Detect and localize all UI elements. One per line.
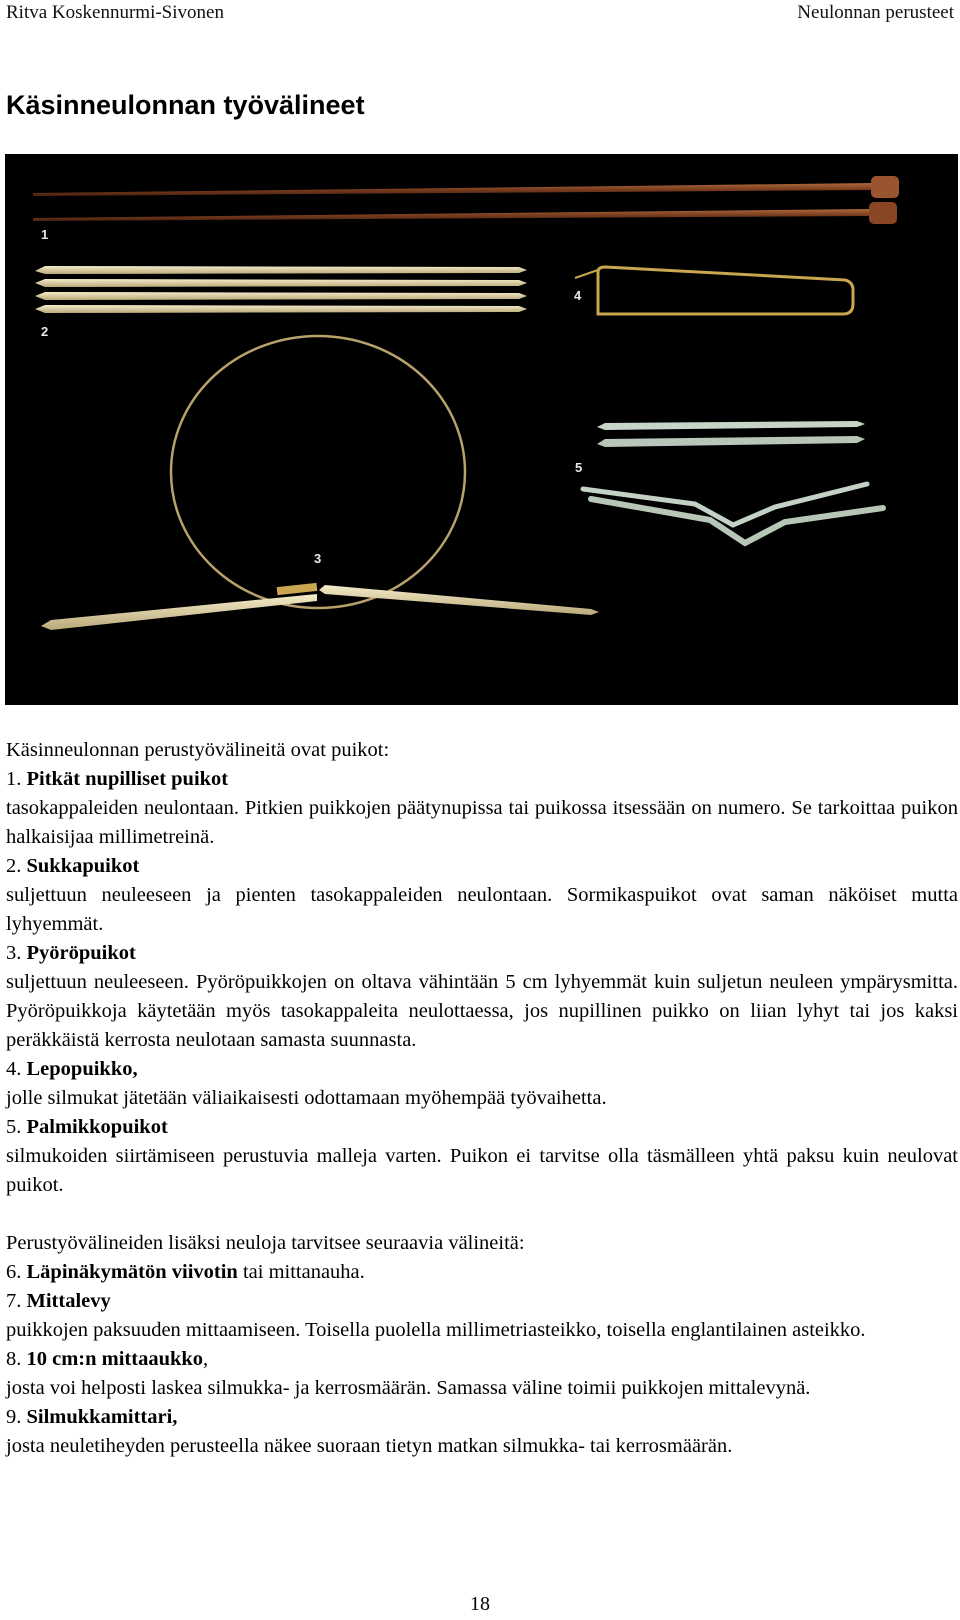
item-8-description: josta voi helposti laskea silmukka- ja kerrosmäärän. Samassa väline toimii puikkojen mittalevynä. (6, 1377, 811, 1399)
circular-needle (41, 336, 599, 630)
item-2-title: 2. Sukkapuikot (6, 855, 140, 877)
item-4-description: jolle silmukat jätetään väliaikaisesti odottamaan myöhempää työvaihetta. (6, 1087, 607, 1109)
item-3-name: Pyöröpuikot (26, 942, 136, 964)
item-1-title: 1. Pitkät nupilliset puikot (6, 768, 229, 790)
photo-label-2: 2 (41, 324, 49, 339)
knitting-tools-photo (5, 154, 958, 705)
item-7-description: puikkojen paksuuden mittaamiseen. Toisella puolella millimetriasteikko, toisella englantilainen asteikko. (6, 1319, 866, 1341)
item-1-description: tasokappaleiden neulontaan. Pitkien puikkojen päätynupissa tai puikossa itsessään on numero. Se tarkoittaa puikon halkaisijaa millimetreinä. (6, 797, 958, 848)
cable-needles (583, 421, 883, 543)
item-8-name: 10 cm:n mittaaukko (26, 1348, 204, 1370)
item-2-name: Sukkapuikot (26, 855, 140, 877)
page-number: 18 (470, 1593, 490, 1615)
item-9-title: 9. Silmukkamittari, (6, 1406, 178, 1428)
photo-label-4: 4 (574, 288, 582, 303)
body-text (6, 736, 958, 1461)
item-5-name: Palmikkopuikot (26, 1116, 168, 1138)
header-doc-title: Neulonnan perusteet (797, 2, 954, 23)
stitch-holder (575, 267, 853, 314)
extra-intro-text: Perustyövälineiden lisäksi neuloja tarvitsee seuraavia välineitä: (6, 1232, 525, 1254)
photo-label-3: 3 (314, 551, 322, 566)
intro-text: Käsinneulonnan perustyövälineitä ovat puikot: (6, 739, 390, 761)
item-3-title: 3. Pyöröpuikot (6, 942, 136, 964)
knob-needles (33, 176, 899, 224)
double-pointed-needles (35, 266, 527, 313)
item-8-title: 8. 10 cm:n mittaaukko, (6, 1348, 209, 1370)
item-7-title: 7. Mittalevy (6, 1290, 111, 1312)
photo-label-5: 5 (575, 460, 583, 475)
item-5-title: 5. Palmikkopuikot (6, 1116, 168, 1138)
item-6-title: 6. Läpinäkymätön viivotin tai mittanauha. (6, 1261, 365, 1283)
header-author: Ritva Koskennurmi-Sivonen (6, 2, 224, 23)
item-3-description: suljettuun neuleeseen. Pyöröpuikkojen on oltava vähintään 5 cm lyhyemmät kuin suljetun neuleen ympärysmitta. Pyöröpuikkoja käytetään myös tasokappaleita neulottaessa, jos nupillinen puikko on liian lyhyt tai jos kaksi peräkkäistä kerrosta neulotaan samasta suunnasta. (6, 971, 958, 1051)
item-9-name: Silmukkamittari, (26, 1406, 178, 1428)
item-5-description: silmukoiden siirtämiseen perustuvia malleja varten. Puikon ei tarvitse olla täsmälleen yhtä paksu kuin neulovat puikot. (6, 1145, 958, 1196)
item-4-title: 4. Lepopuikko, (6, 1058, 138, 1080)
item-7-name: Mittalevy (26, 1290, 111, 1312)
photo-label-1: 1 (41, 227, 49, 242)
item-1-name: Pitkät nupilliset puikot (26, 768, 229, 790)
item-9-description: josta neuletiheyden perusteella näkee suoraan tietyn matkan silmukka- tai kerrosmäärän. (6, 1435, 733, 1457)
page-title: Käsinneulonnan työvälineet (6, 90, 365, 120)
item-6-name: Läpinäkymätön viivotin (26, 1261, 238, 1283)
paragraph-gap (6, 1200, 958, 1229)
item-4-name: Lepopuikko, (26, 1058, 138, 1080)
item-2-description: suljettuun neuleeseen ja pienten tasokappaleiden neulontaan. Sormikaspuikot ovat saman näköiset mutta lyhyemmät. (6, 884, 958, 935)
